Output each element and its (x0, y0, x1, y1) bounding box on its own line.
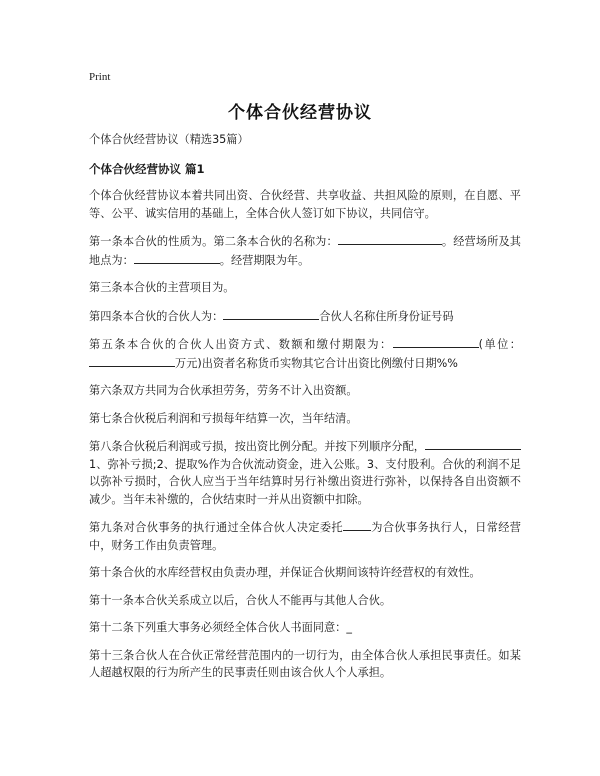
blank-business-location (134, 251, 220, 264)
blank-partners (223, 307, 319, 320)
article-8-paragraph (89, 437, 521, 508)
article-6-paragraph: 第六条双方共同为合伙承担劳务，劳务不计入出资额。 (89, 384, 358, 397)
blank-partnership-name (338, 232, 442, 245)
article-7-paragraph: 第七条合伙税后利润和亏损每年结算一次，当年结清。 (89, 411, 358, 425)
article-12-paragraph: 第十二条下列重大事务必须经全体合伙人书面同意：_ (89, 621, 352, 634)
article-9-text-a: 第九条对合伙事务的执行通过全体合伙人决定委托 (89, 521, 343, 534)
article-9-paragraph (89, 518, 521, 554)
article-5-text-a: 第五条本合伙的合伙人出资方式、数额和缴付期限为： (89, 338, 393, 351)
article-5-paragraph (89, 335, 521, 372)
article-5-text-b: (单位： (478, 338, 521, 351)
article-1-text-c: 。经营期限为年。 (219, 253, 310, 267)
article-10-paragraph: 第十条合伙的水库经营权由负责办理，并保证合伙期间该特许经营权的有效性。 (89, 566, 481, 579)
document-body (89, 131, 521, 692)
article-1-2-paragraph (89, 232, 521, 269)
article-4-text-b: 合伙人名称住所身份证号码 (319, 309, 454, 323)
article-4-paragraph (89, 307, 521, 326)
article-8-text-a: 第八条合伙税后利润或亏损，按出资比例分配。并按下列顺序分配， (89, 440, 425, 453)
document-title: 个体合伙经营协议 (228, 103, 372, 123)
blank-distribution (425, 437, 521, 450)
article-8-text-b: 1、弥补亏损;2、提取%作为合伙流动资金，进入公账。3、支付股利。合伙的利润不足以弥补亏损时，合伙人应当于当年结算时另行补缴出资进行弥补，以保持各自出资额不减少。当年未补缴的，合伙结束时一并从出资额中扣除。 (89, 457, 521, 506)
document-subtitle: 个体合伙经营协议（精选35篇） (89, 133, 249, 146)
blank-executor (343, 518, 371, 531)
article-5-text-c: 万元)出资者名称货币实物其它合计出资比例缴付日期%% (175, 356, 458, 370)
section-heading: 个体合伙经营协议 篇1 (89, 161, 205, 176)
article-11-paragraph: 第十一条本合伙关系成立以后，合伙人不能再与其他人合伙。 (89, 593, 392, 607)
article-1-text-b: 。经营场所及其地点为： (89, 235, 521, 267)
article-9-text-b: 为合伙事务执行人，日常经营中，财务工作由负责管理。 (89, 521, 521, 552)
intro-paragraph: 个体合伙经营协议本着共同出资、合伙经营、共享收益、共担风险的原则，在自愿、平等、公平、诚实信用的基础上，全体合伙人签订如下协议，共同信守。 (89, 189, 521, 220)
article-1-text-a: 第一条本合伙的性质为。第二条本合伙的名称为： (89, 235, 338, 248)
article-4-text-a: 第四条本合伙的合伙人为： (89, 309, 224, 323)
print-link[interactable]: Print (89, 71, 111, 83)
blank-unit (89, 354, 175, 367)
article-3-paragraph: 第三条本合伙的主营项目为。 (89, 281, 235, 294)
article-13-paragraph: 第十三条合伙人在合伙正常经营范围内的一切行为，由全体合伙人承担民事责任。如某人超越权限的行为所产生的民事责任则由该合伙人个人承担。 (89, 648, 521, 679)
blank-contribution (393, 335, 479, 348)
